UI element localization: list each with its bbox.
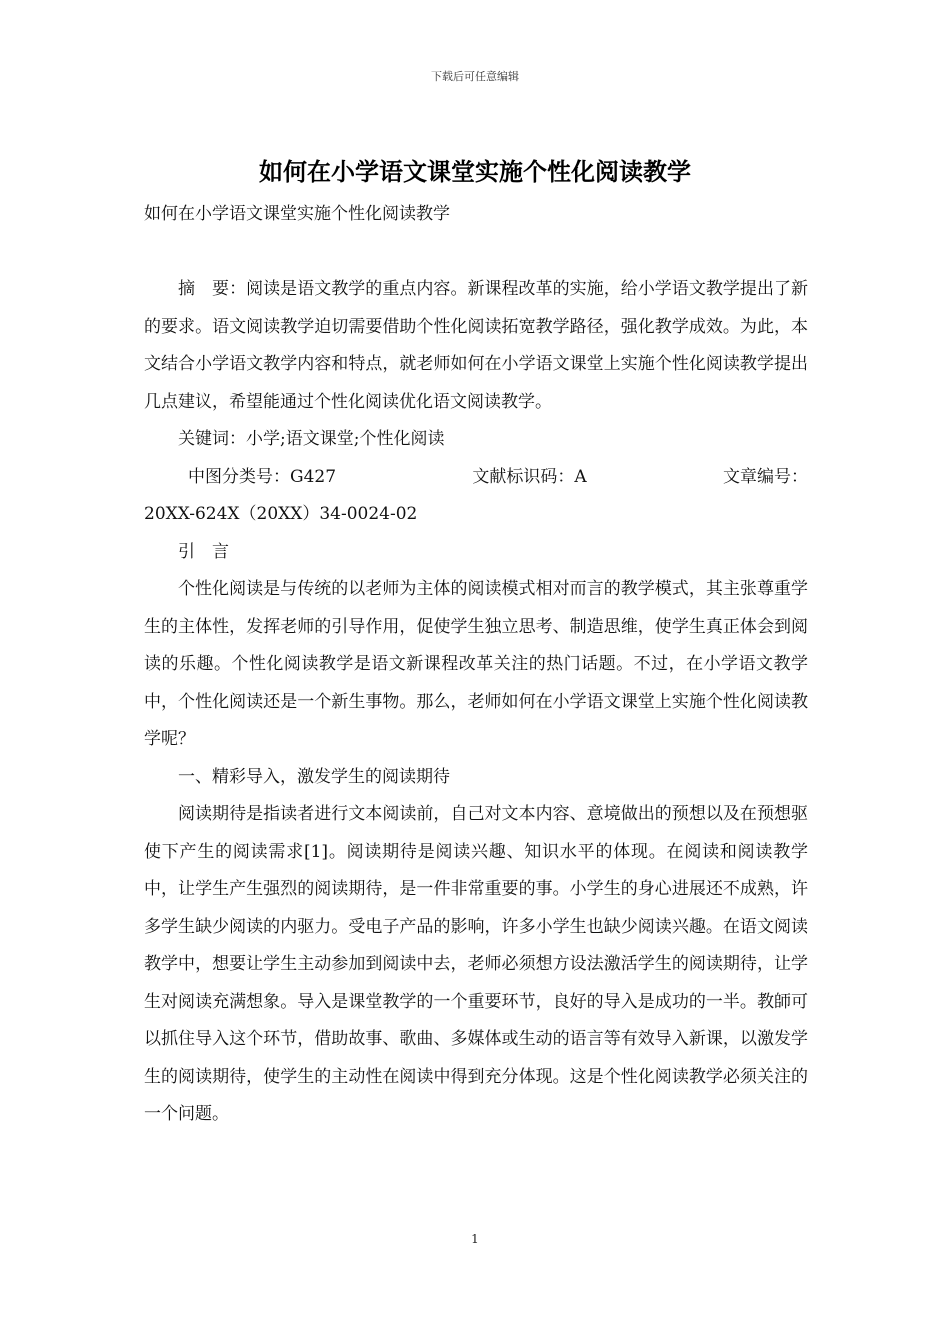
abstract-paragraph: 摘 要：阅读是语文教学的重点内容。新课程改革的实施，给小学语文教学提出了新的要求。语文阅读教学迫切需要借助个性化阅读拓宽教学路径，强化教学成效。为此，本文结合小学语文教学内容和特点，就老师如何在小学语文课堂上实施个性化阅读教学提出几点建议，希望能通过个性化阅读优化语文阅读教学。 — [144, 279, 808, 412]
blank-line — [144, 234, 808, 272]
document-subtitle: 如何在小学语文课堂实施个性化阅读教学 — [144, 204, 450, 224]
catalog-info-row — [144, 459, 808, 497]
page-header-note: 下载后可任意编辑 — [431, 70, 519, 83]
document-body — [144, 196, 808, 1134]
article-number-label: 文章编号： — [723, 466, 808, 487]
section-paragraph: 阅读期待是指读者进行文本阅读前，自己对文本内容、意境做出的预想以及在预想驱使下产生的阅读需求[1]。阅读期待是阅读兴趣、知识水平的体现。在阅读和阅读教学中，让学生产生强烈的阅读期待，是一件非常重要的事。小学生的身心进展还不成熟，许多学生缺少阅读的内驱力。受电子产品的影响，许多小学生也缺少阅读兴趣。在语文阅读教学中，想要让学生主动参加到阅读中去，老师必须想方设法激活学生的阅读期待，让学生对阅读充满想象。导入是课堂教学的一个重要环节，良好的导入是成功的一半。教師可以抓住导入这个环节，借助故事、歌曲、多媒体或生动的语言等有效导入新课，以激发学生的阅读期待，使学生的主动性在阅读中得到充分体现。这是个性化阅读教学必须关注的一个问题。 — [144, 804, 808, 1124]
section-heading: 一、精彩导入，激发学生的阅读期待 — [178, 766, 450, 787]
document-code: 文献标识码：A — [472, 466, 587, 487]
intro-paragraph: 个性化阅读是与传统的以老师为主体的阅读模式相对而言的教学模式，其主张尊重学生的主体性，发挥老师的引导作用，促使学生独立思考、制造思维，使学生真正体会到阅读的乐趣。个性化阅读教学是语文新课程改革关注的热门话题。不过，在小学语文教学中，个性化阅读还是一个新生事物。那么，老师如何在小学语文课堂上实施个性化阅读教学呢？ — [144, 579, 808, 749]
keywords-line: 关键词：小学;语文课堂;个性化阅读 — [178, 429, 445, 449]
document-title: 如何在小学语文课堂实施个性化阅读教学 — [259, 157, 691, 186]
page-number: 1 — [471, 1232, 479, 1246]
intro-heading: 引 言 — [178, 541, 229, 562]
article-number-value: 20XX-624X（20XX）34-0024-02 — [144, 504, 418, 524]
clc-number: 中图分类号：G427 — [188, 466, 337, 487]
